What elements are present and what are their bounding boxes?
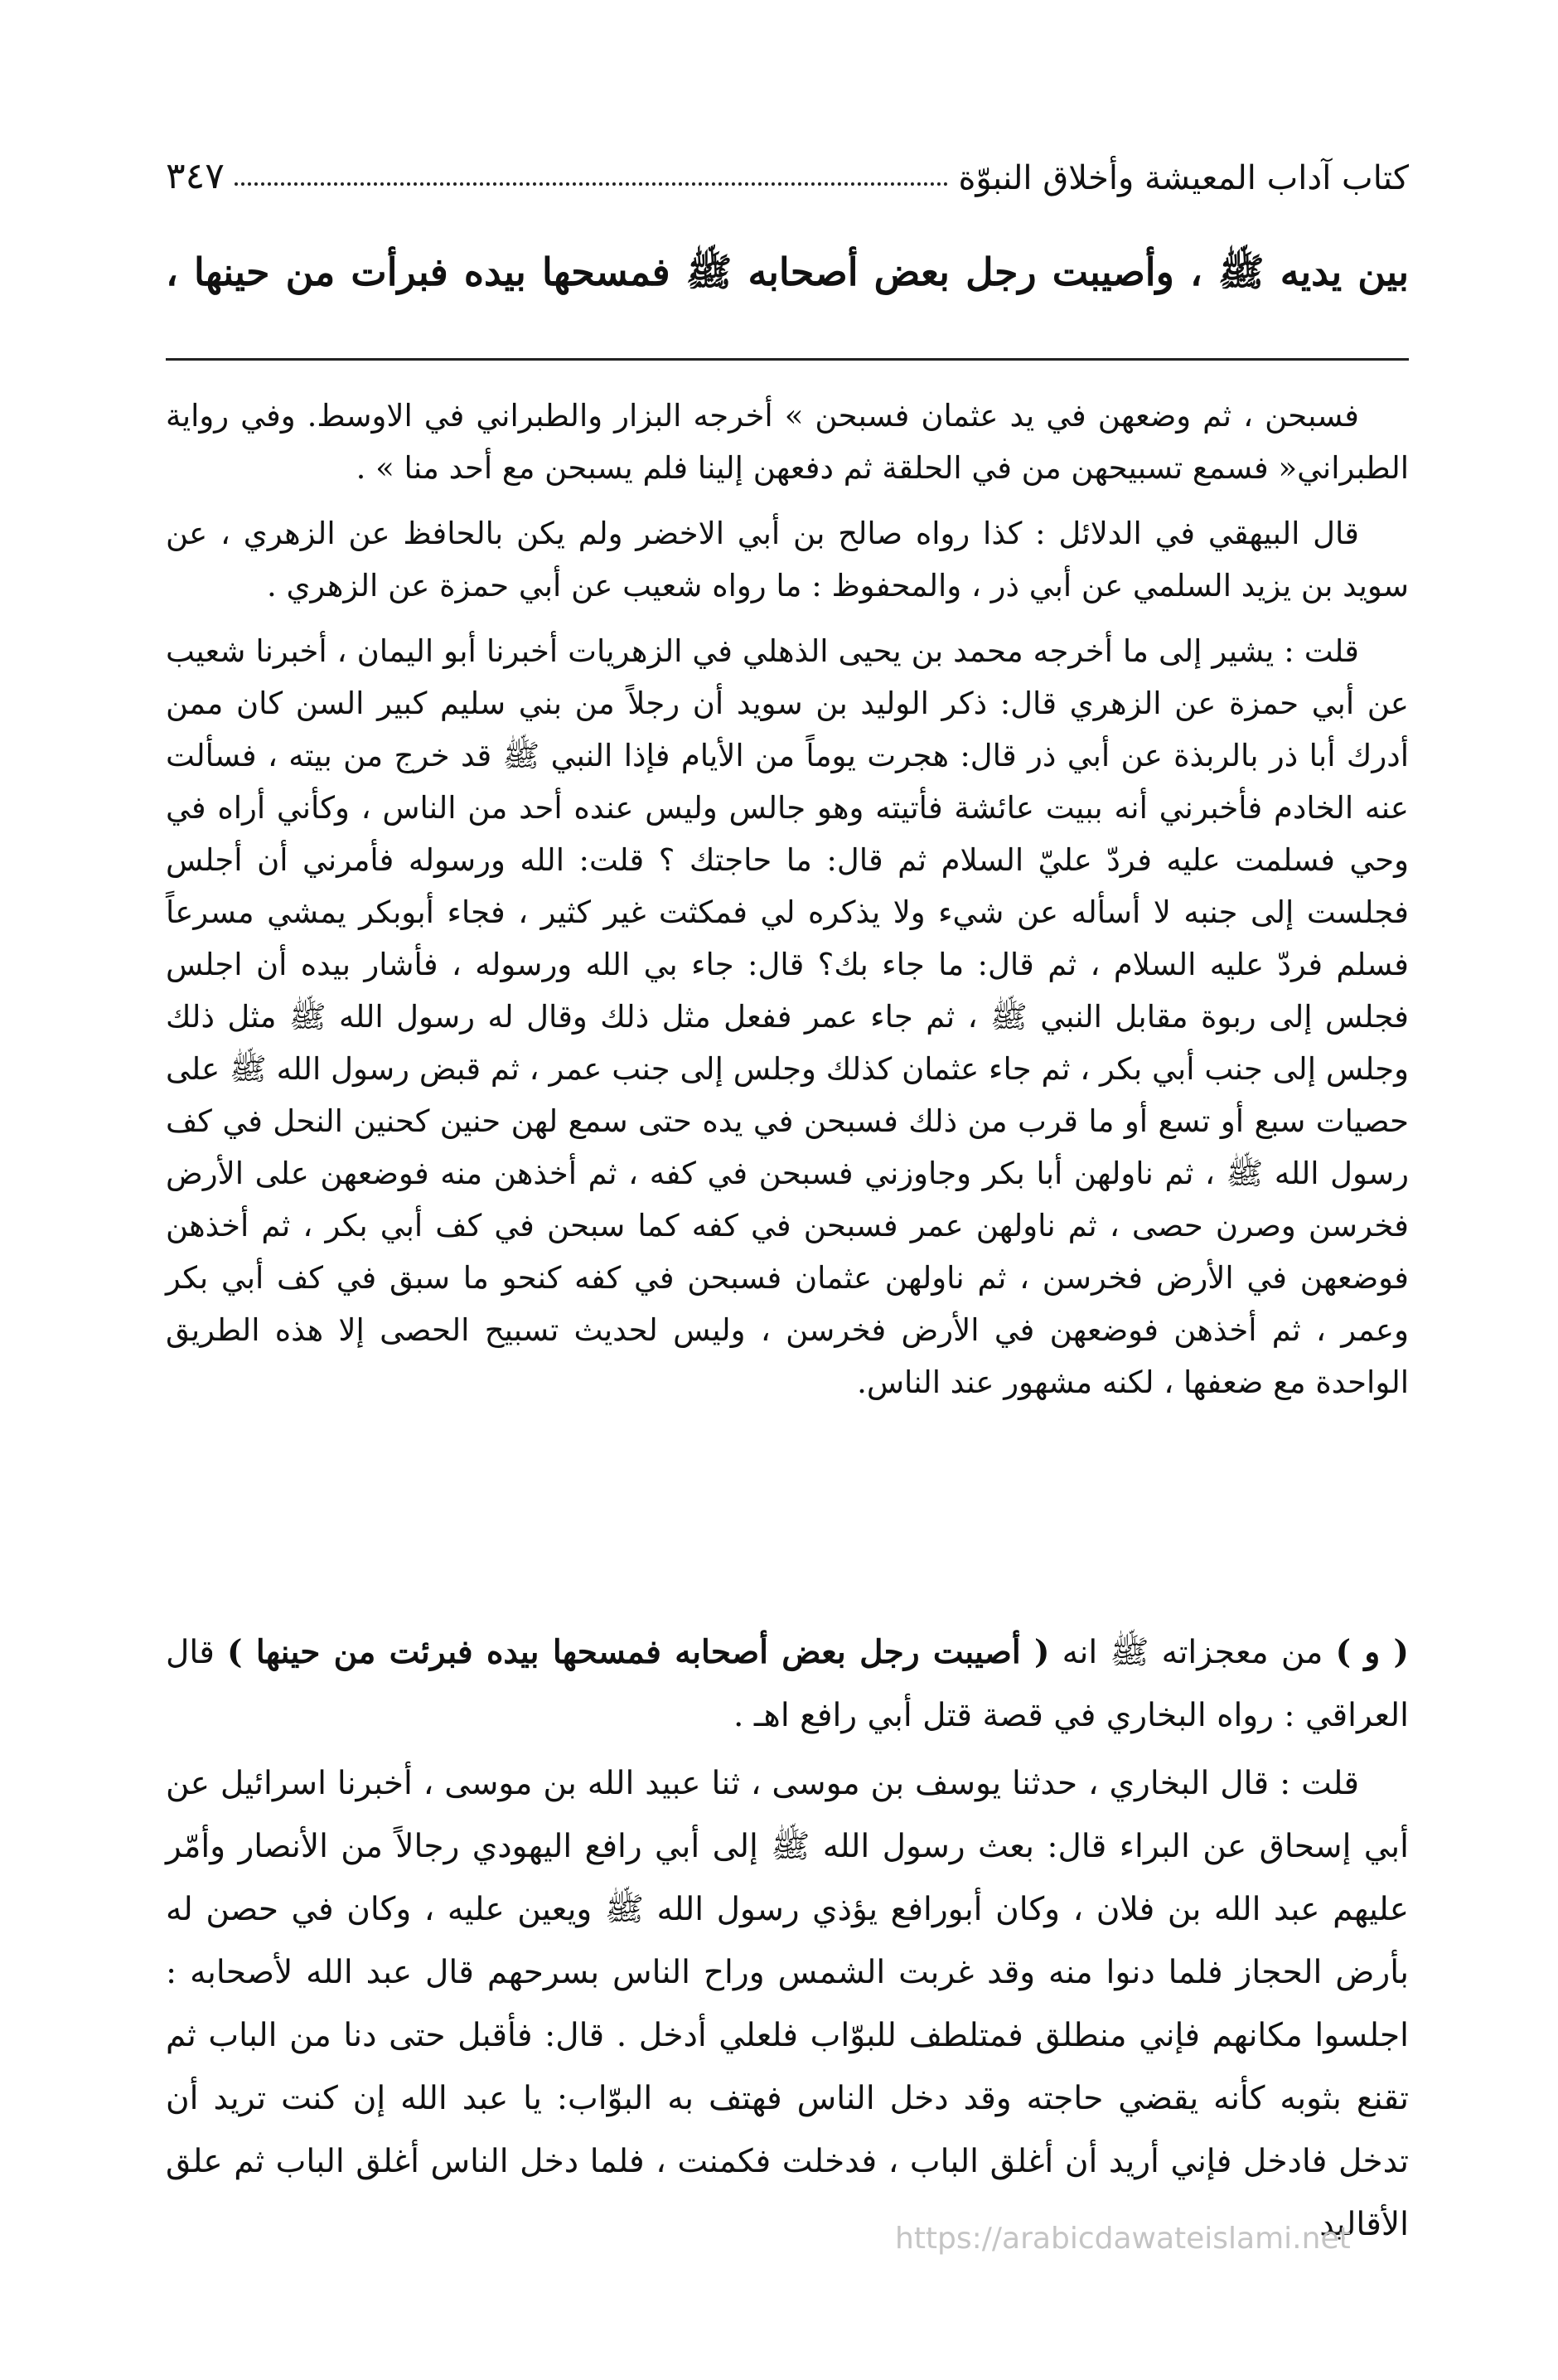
footnote-paragraph-1: فسبحن ، ثم وضعهن في يد عثمان فسبحن » أخرجه البزار والطبراني في الاوسط. وفي رواية الطبراني« فسمع تسبيحهن من في الحلقة ثم دفعهن إلينا فلم يسبحن مع أحد منا » . [166,398,1409,486]
running-header [166,139,1409,197]
header-dot-leader [235,182,949,186]
section-heading-line [166,1621,1409,1747]
header-title: كتاب آداب المعيشة وأخلاق النبوّة [958,159,1409,197]
section-source-note: قال العراقي : رواه البخاري في قصة قتل أبي رافع اهـ . [166,1634,1409,1734]
section-marker: ( و ) [1335,1633,1409,1671]
footnote-paragraph-3: قلت : يشير إلى ما أخرجه محمد بن يحيى الذهلي في الزهريات أخبرنا أبو اليمان ، أخبرنا شعيب عن أبي حمزة عن الزهري قال: ذكر الوليد بن سويد أن رجلاً من بني سليم كبير السن كان ممن أدرك أبا ذر بالربذة عن أبي ذر قال: هجرت يوماً من الأيام فإذا النبي ﷺ قد خرج من بيته ، فسألت عنه الخادم فأخبرني أنه ببيت عائشة فأتيته وهو جالس وليس عنده أحد من الناس ، وكأني أراه في وحي فسلمت عليه فردّ عليّ السلام ثم قال: ما حاجتك ؟ قلت: الله ورسوله فأمرني أن أجلس فجلست إلى جنبه لا أسأله عن شيء ولا يذكره لي فمكثت غير كثير ، فجاء أبوبكر يمشي مسرعاً فسلم فردّ عليه السلام ، ثم قال: ما جاء بك؟ قال: جاء بي الله ورسوله ، فأشار بيده أن اجلس فجلس إلى ربوة مقابل النبي ﷺ ، ثم جاء عمر ففعل مثل ذلك وقال له رسول الله ﷺ مثل ذلك وجلس إلى جنب أبي بكر ، ثم جاء عثمان كذلك وجلس إلى جنب عمر ، ثم قبض رسول الله ﷺ على حصيات سبع أو تسع أو ما قرب من ذلك فسبحن في يده حتى سمع لهن حنين كحنين النحل في كف رسول الله ﷺ ، ثم ناولهن أبا بكر وجاوزني فسبحن في كفه ، ثم أخذهن منه فوضعهن على الأرض فخرسن وصرن حصى ، ثم ناولهن عمر فسبحن في كفه كما سبحن في كف أبي بكر ، ثم أخذهن فوضعهن في الأرض فخرسن ، ثم ناولهن عثمان فسبحن في كفه كنحو ما سبق في كف أبي بكر وعمر ، ثم أخذهن فوضعهن في الأرض فخرسن ، وليس لحديث تسبيح الحصى إلا هذه الطريق الواحدة مع ضعفها ، لكنه مشهور عند الناس. [166,633,1410,1400]
footnote-separator [166,358,1409,361]
footnote-paragraph-2: قال البيهقي في الدلائل : كذا رواه صالح بن أبي الاخضر ولم يكن بالحافظ عن الزهري ، عن سويد بن يزيد السلمي عن أبي ذر ، والمحفوظ : ما رواه شعيب عن أبي حمزة عن الزهري . [166,516,1409,603]
page-number: ٣٤٧ [166,155,225,197]
main-text-continuation: بين يديه ﷺ ، وأصيبت رجل بعض أصحابه ﷺ فمسحها بيده فبرأت من حينها ، [166,250,1409,294]
section-heading: ( أصيبت رجل بعض أصحابه فمسحها بيده فبرئت من حينها ) [227,1633,1050,1671]
footnote-block [166,390,1409,1408]
section-intro: من معجزاته ﷺ انه [1062,1634,1323,1671]
watermark-url: https://arabicdawateislami.net [895,2222,1351,2256]
body-paragraph: قلت : قال البخاري ، حدثنا يوسف بن موسى ، ثنا عبيد الله بن موسى ، أخبرنا اسرائيل عن أبي إسحاق عن البراء قال: بعث رسول الله ﷺ إلى أبي رافع اليهودي رجالاً من الأنصار وأمّر عليهم عبد الله بن فلان ، وكان أبورافع يؤذي رسول الله ﷺ ويعين عليه ، وكان في حصن له بأرض الحجاز فلما دنوا منه وقد غربت الشمس وراح الناس بسرحهم قال عبد الله لأصحابه : اجلسوا مكانهم فإني منطلق فمتلطف للبوّاب فلعلي أدخل . قال: فأقبل حتى دنا من الباب ثم تقنع بثوبه كأنه يقضي حاجته وقد دخل الناس فهتف به البوّاب: يا عبد الله إن كنت تريد أن تدخل فادخل فإني أريد أن أغلق الباب ، فدخلت فكمنت ، فلما دخل الناس أغلق الباب ثم علق الأقاليد [166,1765,1409,2243]
section-block [166,1621,1409,2256]
